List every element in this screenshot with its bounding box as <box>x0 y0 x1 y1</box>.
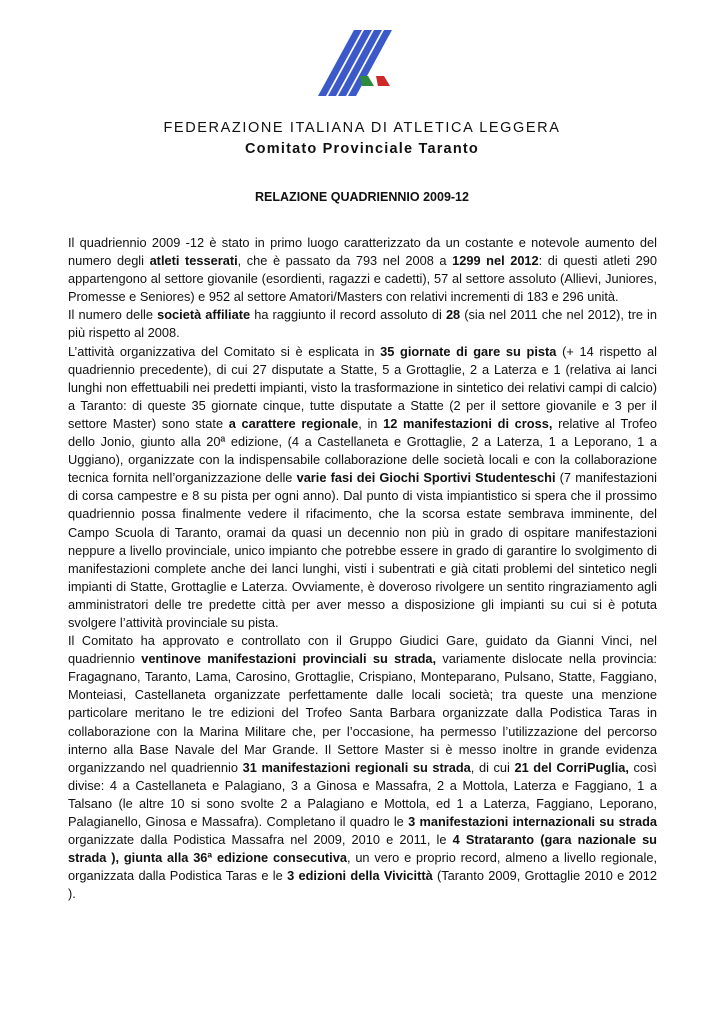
bold-text: atleti tesserati <box>149 253 238 269</box>
text-run: Il numero delle <box>68 307 158 323</box>
text-run: Il Comitato ha approvato e controllato con il Gruppo Giudici Gare, guidato da Gianni Vinci, nel quadriennio <box>68 633 657 667</box>
text-run: ha raggiunto il record assoluto di <box>250 307 446 323</box>
text-run: L’attività organizzativa del Comitato si è esplicata in <box>68 343 381 359</box>
logo-blue-stripes <box>318 30 392 96</box>
text-run: (Taranto 2009, Grottaglie 2010 e 2012 ). <box>68 868 658 902</box>
committee-subtitle: Comitato Provinciale Taranto <box>245 141 479 157</box>
bold-text: 31 manifestazioni regionali su strada <box>242 759 471 775</box>
bold-text: 28 <box>445 307 461 323</box>
bold-text: 3 manifestazioni internazionali su strada <box>408 814 657 829</box>
fidal-logo <box>316 26 408 106</box>
bold-text: 1299 nel 2012 <box>452 253 539 269</box>
text-run: così divise: 4 a Castellaneta e Palagiano, 3 a Ginosa e Massafra, 2 a Mottola, Laterza e Faggiano, 1 a Talsano (le altre 10 si sono svolte 2 a Palagiano e Mottola, ed 1 a Laterza, Faggiano, Leporano, Palagianello, Ginosa e Massafra). Completano il quadro le <box>68 759 657 829</box>
text-run: relative al Trofeo dello Jonio, giunto alla 20ª edizione, (4 a Castellaneta e Grottaglie, 2 a Laterza, 1 a Leporano, 1 a Uggiano), organizzate con la indispensabile collaborazione delle società locali e con la collaborazione tecnica fornita nell’organizzazione delle <box>68 415 657 486</box>
bold-text: 21 del CorriPuglia, <box>514 759 629 775</box>
bold-text: ventinove manifestazioni provinciali su strada, <box>141 651 437 667</box>
text-run: , che è passato da 793 nel 2008 a <box>237 253 453 269</box>
report-body <box>68 234 657 903</box>
text-run: , di cui <box>470 759 515 775</box>
bold-text: a carattere regionale <box>228 415 359 431</box>
paragraph <box>68 234 657 306</box>
text-run: (7 manifestazioni di corsa campestre e 8 su pista per ogni anno). Dal punto di vista impiantistico si spera che il prossimo quadriennio possa finalmente vedere il rifacimento, che la scorsa estate sembrava imminente, del Campo Scuola di Taranto, oramai da quasi un decennio non più in grado di ospitare manifestazioni neppure a livello provinciale, unico impianto che potrebbe essere in grado di garantire lo svolgimento di manifestazioni complete anche dei lanci lunghi, visti i subentrati e già citati problemi del sintetico negli impianti di Statte, Grottaglie e Laterza. Ovviamente, è doveroso rivolgere un sentito ringraziamento agli amministratori delle tre predette città per aver messo a disposizione gli impianti su cui si è potuta svolgere l’attività provinciale su pista. <box>68 470 657 630</box>
bold-text: 35 giornate di gare su pista <box>380 343 557 359</box>
bold-text: 12 manifestazioni di cross, <box>383 415 553 431</box>
text-run: (+ 14 rispetto al quadriennio precedente), di cui 27 disputate a Statte, 5 a Grottaglie, 2 a Laterza e 1 (relativa ai lanci lunghi non effettuabili nei predetti impianti, visto la trasformazione in sintetico dei relativi campi di calcio) a Taranto: di queste 35 giornate cinque, tutte disputate a Statte (2 per il settore giovanile e 3 per il settore Master) sono state <box>68 343 657 431</box>
logo-red-mark <box>376 76 390 86</box>
text-run: variamente dislocate nella provincia: Fragagnano, Taranto, Lama, Carosino, Grottaglie, Crispiano, Monteparano, Pulsano, Statte, Faggiano, Monteiasi, Castellaneta organizzate perfettamente dalle locali società; tra queste una menzione particolare meritano le tre edizioni del Trofeo Santa Barbara organizzate dalla Podistica Taras in collaborazione con la Marina Militare che, per l’occasione, ha permesso l’utilizzazione del percorso interno alla Base Navale del Mar Grande. Il Settore Master si è messo inoltre in grande evidenza organizzando nel quadriennio <box>68 651 657 775</box>
bold-text: 4 Strataranto (gara nazionale su strada ), giunta alla 36ª edizione consecutiva <box>68 832 658 866</box>
text-run: organizzate dalla Podistica Massafra nel 2009, 2010 e 2011, le <box>68 832 453 848</box>
text-run: : di questi atleti 290 appartengono al settore giovanile (esordienti, ragazzi e cadetti), 57 al settore assoluto (Allievi, Juniores, Promesse e Seniores) e 952 al settore Amatori/Masters con relativi incrementi di 183 e 296 unità. <box>68 253 657 305</box>
document-title: RELAZIONE QUADRIENNIO 2009-12 <box>255 190 469 204</box>
bold-text: società affiliate <box>157 307 251 323</box>
paragraph <box>68 632 657 903</box>
fidal-logo-icon <box>316 26 408 106</box>
paragraph <box>68 306 657 342</box>
text-run: Il quadriennio 2009 -12 è stato in primo luogo caratterizzato da un costante e notevole aumento del numero degli <box>68 235 657 269</box>
text-run: , un vero e proprio record, almeno a livello regionale, organizzata dalla Podistica Taras e le <box>68 850 657 884</box>
bold-text: 3 edizioni della Vivicittà <box>287 868 433 884</box>
federation-title: FEDERAZIONE ITALIANA DI ATLETICA LEGGERA <box>163 120 561 136</box>
bold-text: varie fasi dei Giochi Sportivi Studenteschi <box>296 470 556 486</box>
text-run: (sia nel 2011 che nel 2012), tre in più rispetto al 2008. <box>68 307 658 341</box>
text-run: , in <box>358 415 384 431</box>
logo-green-mark <box>360 76 374 86</box>
paragraph <box>68 343 657 633</box>
